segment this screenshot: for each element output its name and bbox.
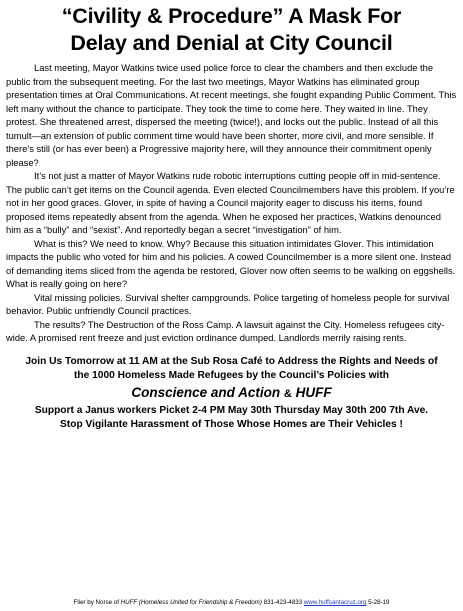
paragraph: The results? The Destruction of the Ross Camp. A lawsuit against the City. Homeless refugees city-wide. A promised rent freeze and just eviction ordinance dumped. Landlords merrily raising rents. <box>6 319 445 343</box>
flier-title <box>6 3 457 57</box>
call-to-action <box>6 355 457 432</box>
footer-website-link[interactable]: www.huffsantacruz.org <box>303 599 367 606</box>
call-line-3-amp: & <box>283 387 292 400</box>
paragraph: Last meeting, Mayor Watkins twice used police force to clear the chambers and then exclude the public from the subsequent meeting. For the last two meetings, Mayor Watkins has eliminated group presentation times at Oral Communications. At recent meetings, she fought expanding Public Comment. This left many without the chance to participate. They took the time to come here. They waited in line. They protest. She threatened arrest, dispersed the meeting (twice!), and locks out the public. Instead of all this tumult—an extension of public comment time would have been shorter, more civil, and more sensible. If there’s still (or has ever been) a Progressive majority here, will they announce their commitment openly please? <box>6 63 457 168</box>
call-line-5: Stop Vigilante Harassment of Those Whose Homes are Their Vehicles ! <box>60 418 403 430</box>
call-line-3-org: HUFF <box>295 384 332 400</box>
footer-org: HUFF (Homeless United for Friendship & Freedom) <box>120 599 262 606</box>
flier-footer <box>0 598 463 607</box>
call-line-2: the 1000 Homeless Made Refugees by the Council’s Policies with <box>74 369 389 381</box>
paragraph: What is this? We need to know. Why? Because this situation intimidates Glover. This intimidation impacts the public who voted for him and his policies. A cowed Councilmember is a more silent one. Instead of demanding items sliced from the agenda be restored, Glover now often seems to be walking on eggshells. What is really going on here? <box>6 238 456 289</box>
call-line-3-slogan: Conscience and Action <box>131 384 281 400</box>
call-line-1: Join Us Tomorrow at 11 AM at the Sub Rosa Café to Address the Rights and Needs of <box>25 355 438 367</box>
paragraph: It’s not just a matter of Mayor Watkins rude robotic interruptions cutting people off in mid-sentence. The public can’t get items on the Council agenda. Even elected Councilmembers have this problem. If you’re not in her good graces. Glover, in spite of having a Council majority eager to discuss his items, found proposed items repeatedly absent from the agenda. When he exposed her practices, Watkins denounced him as a “bully” and “sexist”. And reportedly began a secret “investigation” of him. <box>6 171 455 235</box>
article-body <box>6 62 457 346</box>
title-line-2: Delay and Denial at City Council <box>70 31 393 55</box>
footer-phone: 831-423-4833 <box>263 599 303 606</box>
footer-date: 5-28-19 <box>368 599 390 606</box>
footer-prefix: Flier by Norse of <box>73 599 119 606</box>
paragraph: Vital missing policies. Survival shelter campgrounds. Police targeting of homeless people for survival behavior. Public unfriendly Council practices. <box>6 292 450 316</box>
title-line-1: “Civility & Procedure” A Mask For <box>61 4 402 28</box>
call-line-3 <box>6 383 457 404</box>
call-line-4: Support a Janus workers Picket 2-4 PM May 30th Thursday May 30th 200 7th Ave. <box>34 404 429 416</box>
